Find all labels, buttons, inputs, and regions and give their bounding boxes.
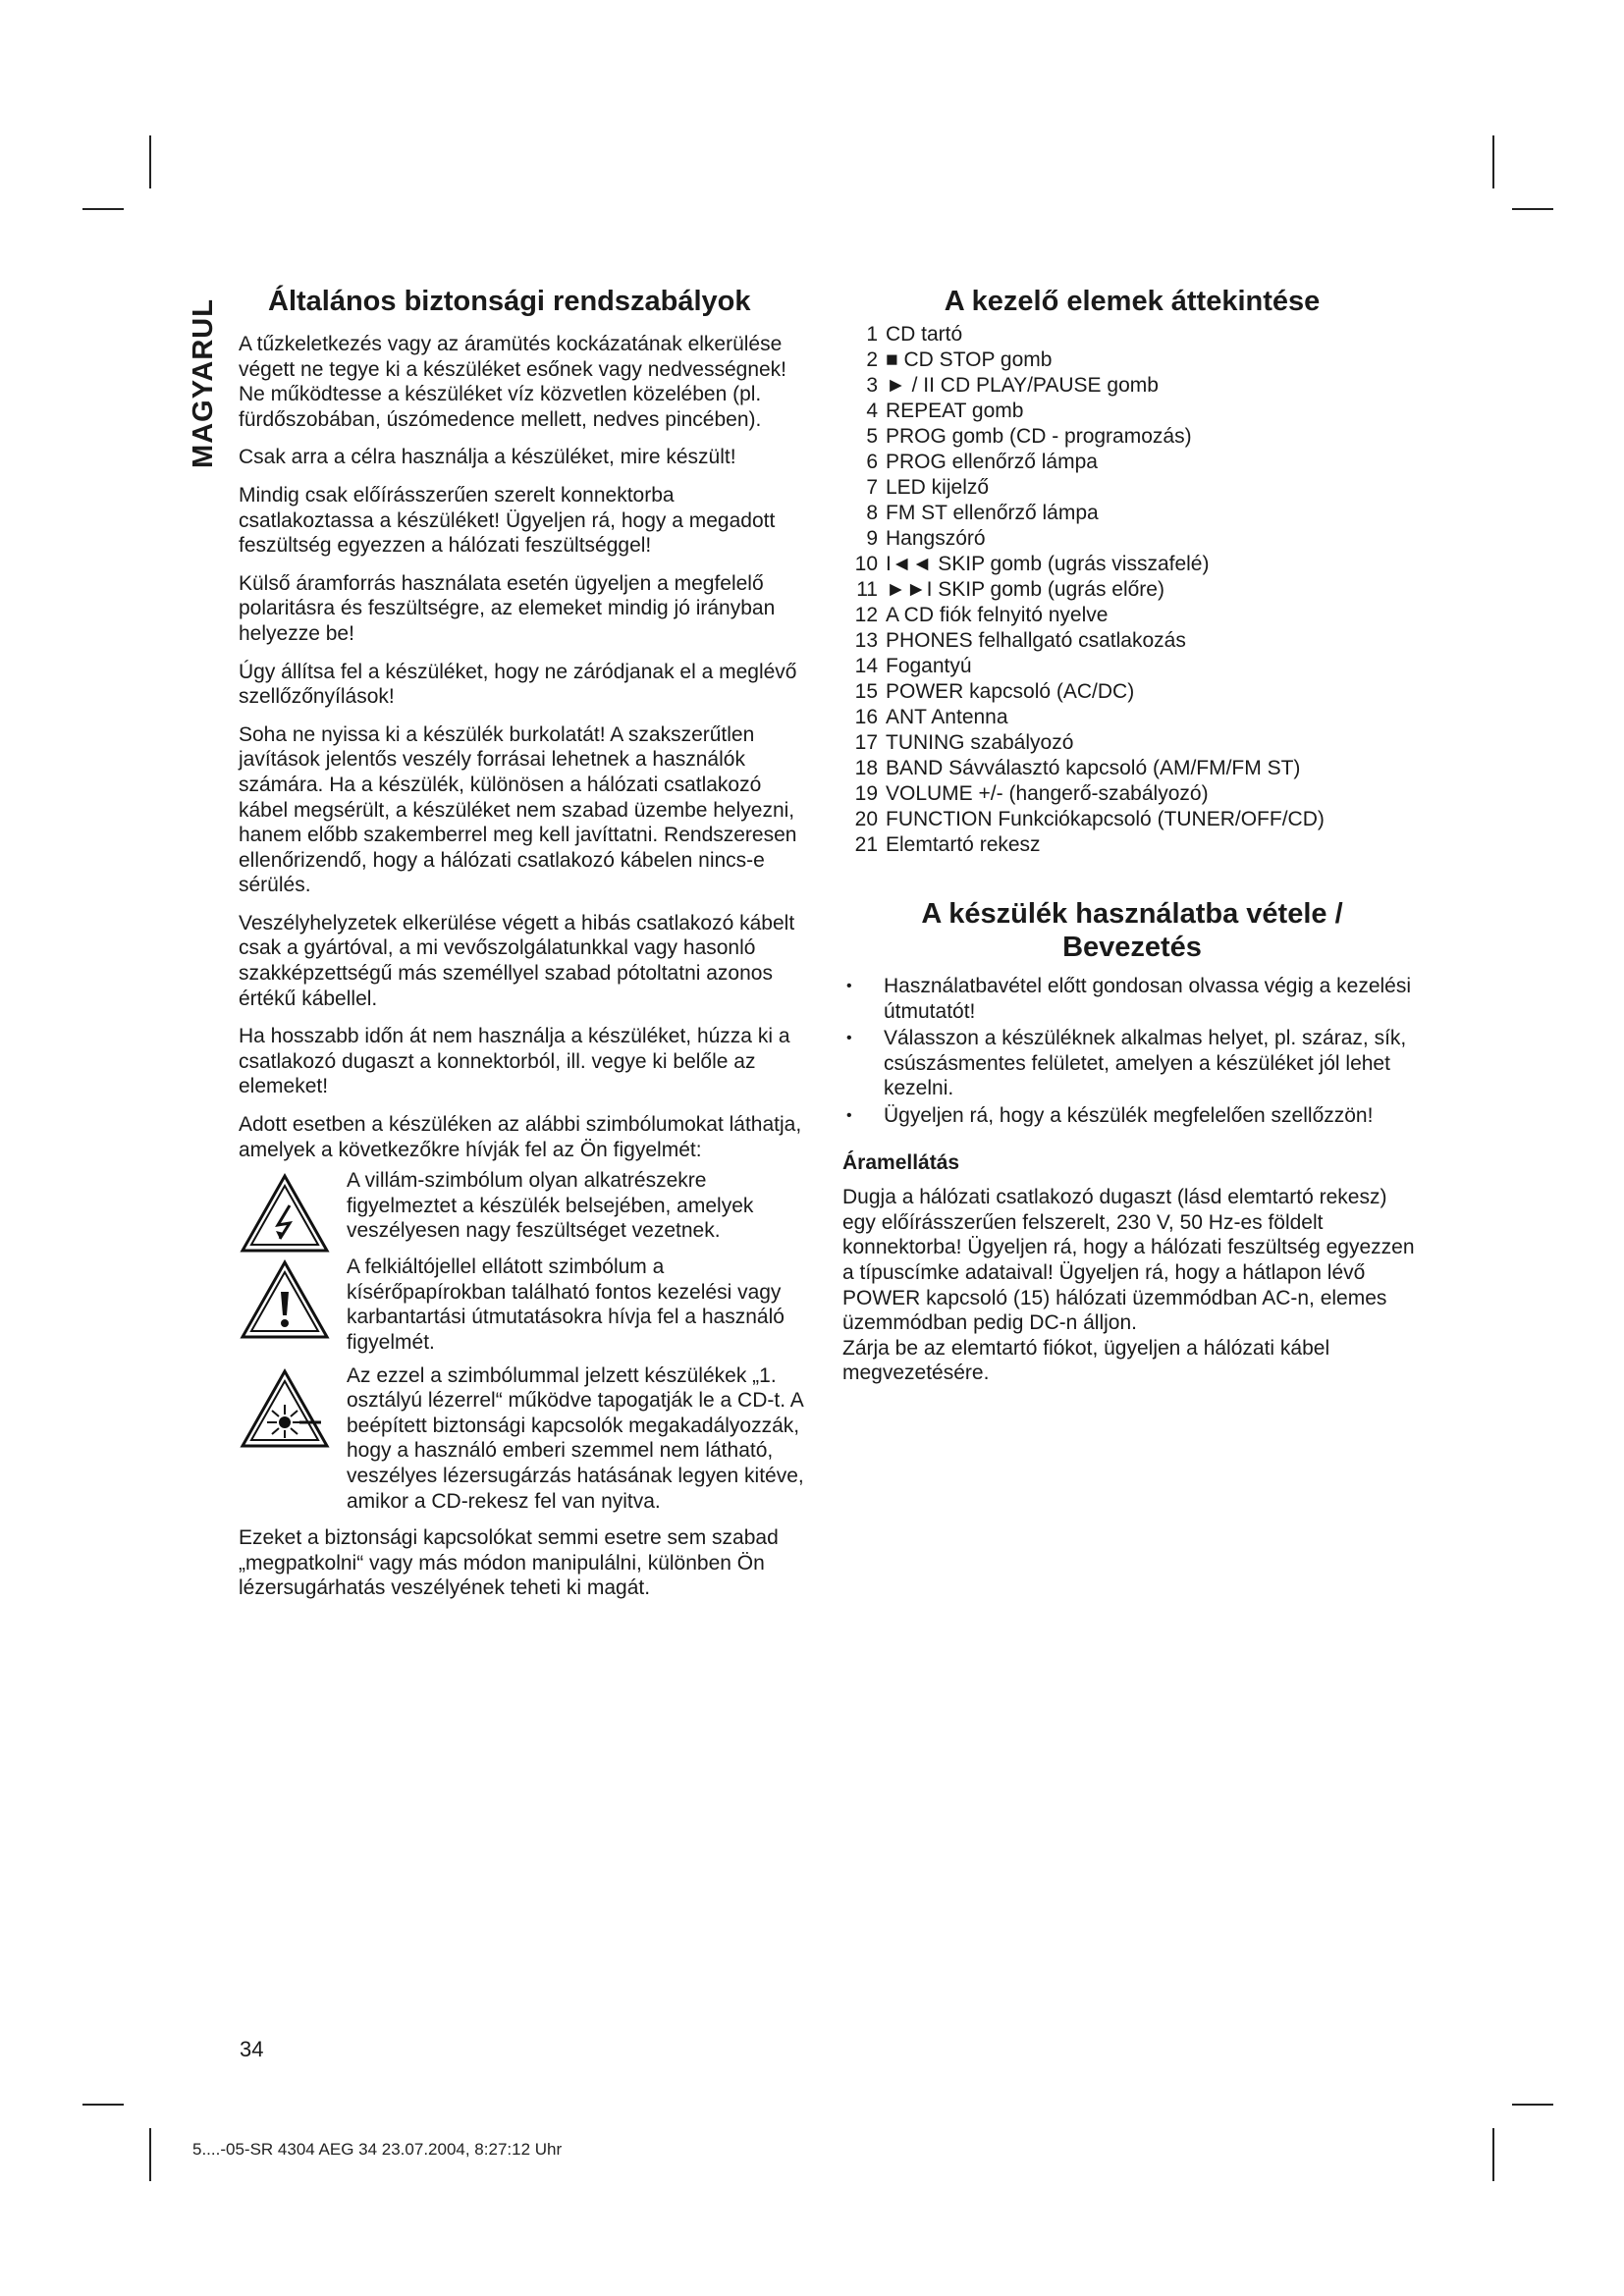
laser-closing-paragraph: Ezeket a biztonsági kapcsolókat semmi esetre sem szabad „megpatkolni“ vagy más módon manipulálni, különben Ön lézersugárhatás veszélyének teheti ki magát. (239, 1526, 779, 1600)
list-item: 17 TUNING szabályozó (854, 731, 1074, 754)
list-item: 12 A CD fiók felnyitó nyelve (854, 604, 1109, 626)
list-item: 11 ►►I SKIP gomb (ugrás előre) (856, 578, 1164, 601)
crop-mark (1492, 135, 1494, 188)
lightning-symbol-block (239, 1168, 813, 1247)
crop-mark (149, 2128, 151, 2181)
list-item: 21 Elemtartó rekesz (854, 833, 1041, 856)
page-number: 34 (240, 2037, 264, 2061)
list-item: • Használatbavétel előtt gondosan olvassa végig a kezelési útmutatót! (842, 974, 1422, 1024)
crop-mark (1492, 2128, 1494, 2181)
controls-title: A kezelő elemek áttekintése (944, 286, 1321, 317)
safety-paragraph: Ha hosszabb időn át nem használja a készüléket, húzza ki a csatlakozó dugaszt a konnektorból, ill. vegye ki belőle az elemeket! (239, 1025, 790, 1098)
lightning-symbol-text: A villám-szimbólum olyan alkatrészekre figyelmeztet a készülék belsejében, amelyek veszélyesen nagy feszültséget vezetnek. (347, 1169, 754, 1243)
laser-symbol-block (239, 1363, 813, 1515)
setup-title: A készülék használatba vétele / Bevezetés (921, 898, 1343, 963)
left-column (239, 285, 813, 1614)
list-item: 4 REPEAT gomb (866, 400, 1024, 422)
list-item: 7 LED kijelző (866, 476, 990, 499)
exclamation-symbol-block (239, 1255, 813, 1355)
lightning-warning-icon (239, 1172, 331, 1255)
list-item: • Válasszon a készüléknek alkalmas helyet, pl. száraz, sík, csúszásmentes felületet, amelyen a készüléket jól lehet kezelni. (842, 1026, 1422, 1101)
exclamation-warning-icon (239, 1258, 331, 1341)
list-item: 3 ► / II CD PLAY/PAUSE gomb (866, 374, 1159, 397)
safety-paragraph: Soha ne nyissa ki a készülék burkolatát! A szakszerűtlen javítások jelentős veszély forrásai lehetnek a használók számára. Ha a készülék, különösen a hálózati csatlakozó kábel megsérült, a készüléket nem szabad üzembe helyezni, hanem előbb szakemberrel meg kell javíttatni. Rendszeresen ellenőrizendő, hogy a hálózati csatlakozó kábelen nincs-e sérülés. (239, 722, 797, 897)
safety-paragraph: Adott esetben a készüléken az alábbi szimbólumokat láthatja, amelyek a következőkre hívják fel az Ön figyelmét: (239, 1113, 802, 1161)
crop-mark (82, 2104, 124, 2106)
power-paragraph: Zárja be az elemtartó fiókot, ügyeljen a hálózati kábel megvezetésére. (842, 1336, 1330, 1385)
list-item: 13 PHONES felhallgató csatlakozás (854, 629, 1186, 652)
list-item: 14 Fogantyú (854, 655, 972, 677)
list-item: 2 ■ CD STOP gomb (866, 348, 1053, 371)
controls-list (842, 322, 1422, 858)
list-item: 19 VOLUME +/- (hangerő-szabályozó) (854, 782, 1209, 805)
exclamation-symbol-text: A felkiáltójellel ellátott szimbólum a kísérőpapírokban található fontos kezelési vagy karbantartási útmutatásokra hívja fel a használó figyelmét. (347, 1255, 785, 1354)
list-item: 8 FM ST ellenőrző lámpa (866, 502, 1099, 524)
laser-symbol-text: Az ezzel a szimbólummal jelzett készülékek „1. osztályú lézerrel“ működve tapogatják le a CD-t. A beépített biztonsági kapcsolók megakadályozzák, hogy a használó emberi szemmel nem látható, veszélyes lézersugárzás hatásának legyen kitéve, amikor a CD-rekesz fel van nyitva. (347, 1363, 804, 1513)
setup-bullet-list (842, 974, 1422, 1129)
power-paragraph: Dugja a hálózati csatlakozó dugaszt (lásd elemtartó rekesz) egy előírásszerűen felszerelt, 230 V, 50 Hz-es földelt konnektorba! Ügyeljen rá, hogy a hálózati feszültség egyezzen a típuscímke adataival! Ügyeljen rá, hogy a hátlapon lévő POWER kapcsoló (15) hálózati üzemmódban AC-n, elemes üzemmódban pedig DC-n álljon. (842, 1186, 1415, 1335)
list-item: 6 PROG ellenőrző lámpa (866, 451, 1098, 473)
list-item: 20 FUNCTION Funkciókapcsoló (TUNER/OFF/CD) (854, 808, 1325, 830)
language-side-label: MAGYARUL (187, 297, 219, 468)
crop-mark (82, 208, 124, 210)
list-item: 18 BAND Sávválasztó kapcsoló (AM/FM/FM ST) (854, 757, 1301, 779)
safety-paragraph: Veszélyhelyzetek elkerülése végett a hibás csatlakozó kábelt csak a gyártóval, a mi vevőszolgálatunkkal vagy hasonló szakképzettségű más személlyel szabad pótoltatni azonos értékű kábellel. (239, 911, 795, 1010)
right-column (842, 285, 1422, 1399)
power-heading: Áramellátás (842, 1150, 960, 1174)
crop-mark (149, 135, 151, 188)
laser-warning-icon (239, 1367, 331, 1450)
safety-paragraph: Úgy állítsa fel a készüléket, hogy ne záródjanak el a meglévő szellőzőnyílások! (239, 660, 797, 709)
print-footer: 5....-05-SR 4304 AEG 34 23.07.2004, 8:27:12 Uhr (192, 2140, 563, 2159)
crop-mark (1512, 2104, 1553, 2106)
list-item: 9 Hangszóró (866, 527, 986, 550)
list-item: 5 PROG gomb (CD - programozás) (866, 425, 1192, 448)
safety-paragraph: Mindig csak előírásszerűen szerelt konnektorba csatlakoztassa a készüléket! Ügyeljen rá, hogy a megadott feszültség egyezzen a hálózati feszültséggel! (239, 483, 776, 558)
safety-paragraph: Külső áramforrás használata esetén ügyeljen a megfelelő polaritásra és feszültségre, az elemeket mindig jó irányban helyezze be! (239, 571, 776, 645)
list-item: 16 ANT Antenna (854, 706, 1008, 728)
safety-paragraph: A tűzkeletkezés vagy az áramütés kockázatának elkerülése végett ne tegye ki a készüléket esőnek vagy nedvességnek! Ne működtesse a készüléket víz közvetlen közelében (pl. fürdőszobában, úszómedence mellett, nedves pincében). (239, 333, 787, 431)
safety-title: Általános biztonsági rendszabályok (268, 286, 751, 317)
safety-paragraph: Csak arra a célra használja a készüléket, mire készült! (239, 446, 736, 469)
list-item: 10 I◄◄ SKIP gomb (ugrás visszafelé) (854, 553, 1210, 575)
crop-mark (1512, 208, 1553, 210)
list-item: 15 POWER kapcsoló (AC/DC) (854, 680, 1135, 703)
list-item: 1 CD tartó (866, 323, 963, 346)
list-item: • Ügyeljen rá, hogy a készülék megfelelően szellőzzön! (842, 1103, 1422, 1129)
